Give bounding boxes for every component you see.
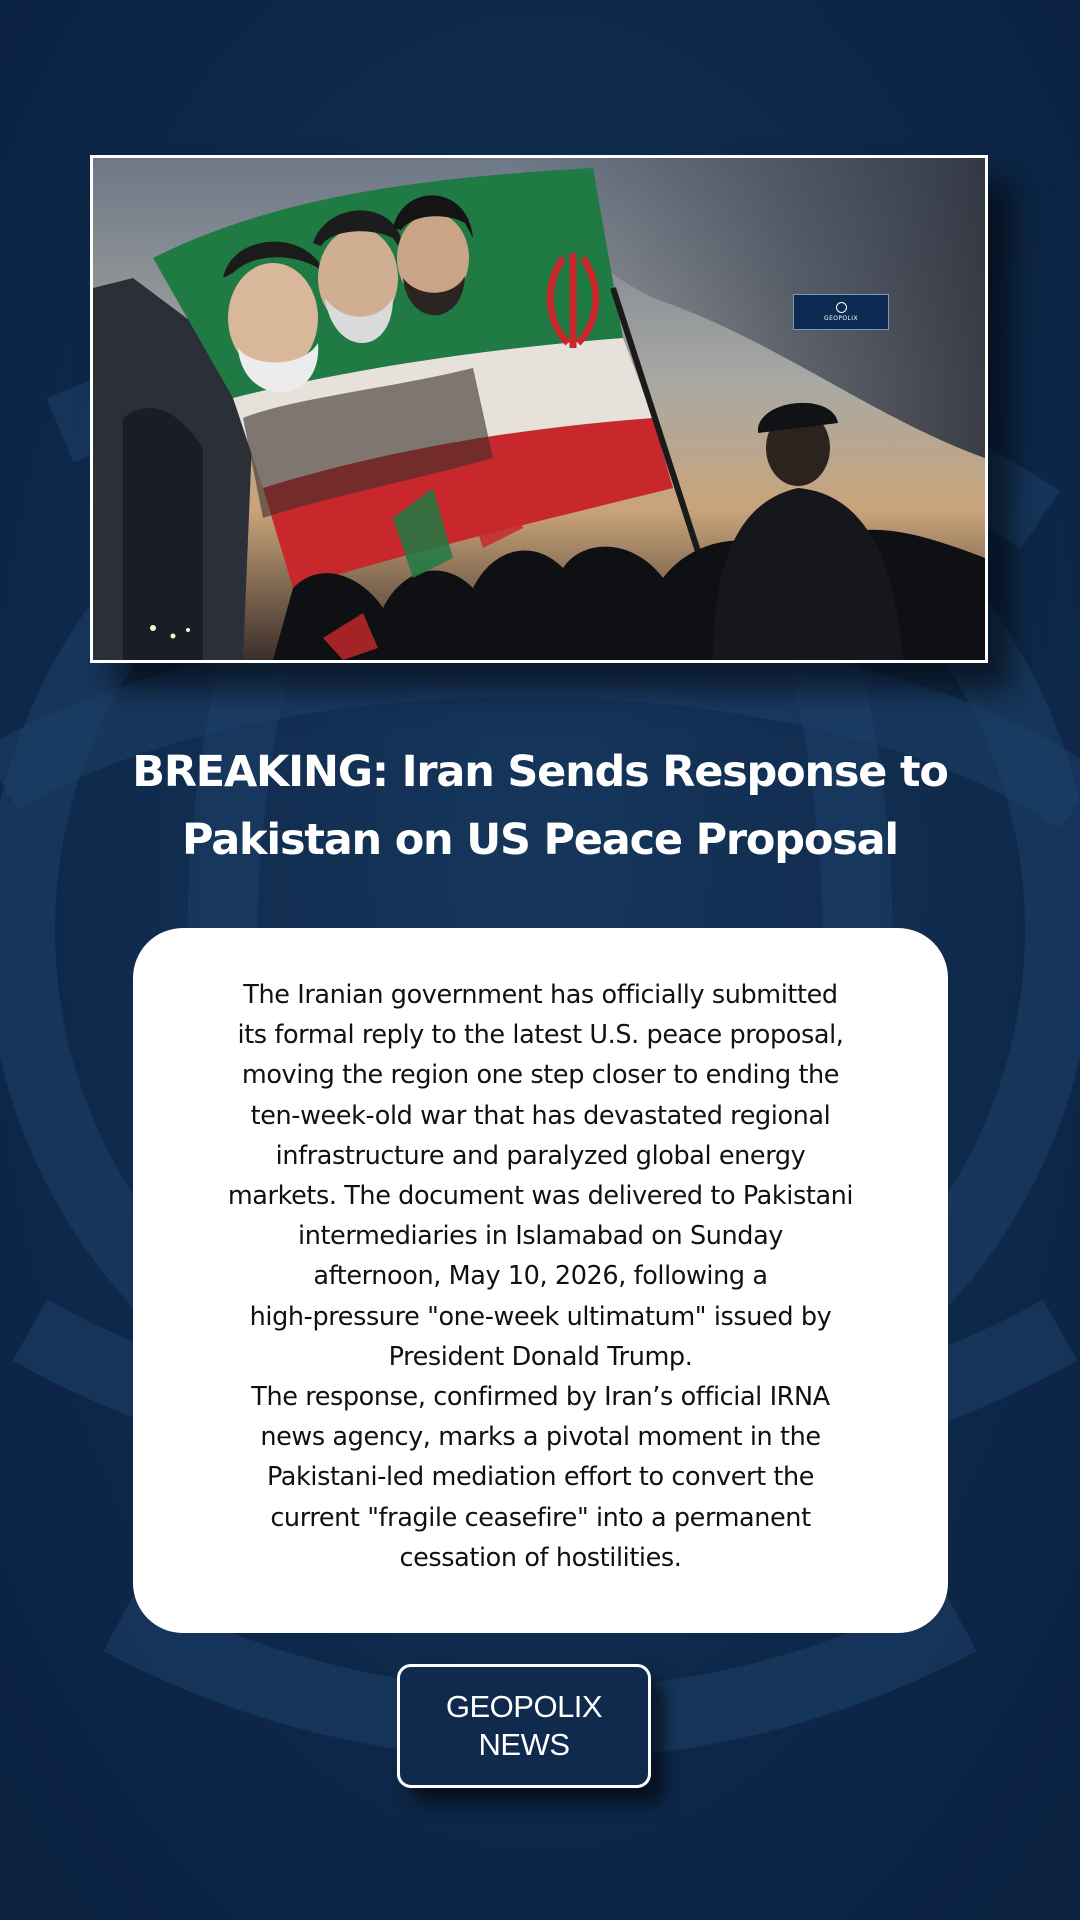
article-line: its formal reply to the latest U.S. peace proposal, (237, 1020, 844, 1051)
article-line: cessation of hostilities. (399, 1542, 682, 1573)
article-line: current "fragile ceasefire" into a permanent (270, 1502, 811, 1533)
article-line: intermediaries in Islamabad on Sunday (298, 1221, 783, 1252)
flag-rally-photo (93, 158, 985, 660)
article-line: afternoon, May 10, 2026, following a (313, 1261, 768, 1292)
logo-line-2: NEWS (478, 1727, 570, 1762)
article-line: news agency, marks a pivotal moment in the (260, 1422, 821, 1453)
logo-line-1: GEOPOLIX (445, 1689, 603, 1724)
article-line: high-pressure "one-week ultimatum" issued by (249, 1301, 832, 1332)
globe-icon (836, 302, 847, 313)
news-photo (90, 155, 988, 663)
headline-line-2: Pakistan on US Peace Proposal (182, 815, 898, 865)
article-line: infrastructure and paralyzed global energy (275, 1140, 806, 1171)
article-line: Pakistani-led mediation effort to convert the (266, 1462, 815, 1493)
article-line: The response, confirmed by Iran’s official IRNA (251, 1382, 830, 1413)
article-line: markets. The document was delivered to Pakistani (227, 1181, 854, 1212)
article-line: President Donald Trump. (388, 1341, 693, 1372)
photo-watermark-badge (793, 294, 889, 330)
article-line: ten-week-old war that has devastated regional (250, 1100, 831, 1131)
article-line: The Iranian government has officially submitted (243, 980, 838, 1010)
headline (60, 738, 1020, 874)
article-line: moving the region one step closer to ending the (241, 1060, 840, 1091)
article-card (133, 928, 948, 1633)
geopolix-news-logo (397, 1664, 651, 1788)
photo-watermark-text: GEOPOLIX (824, 315, 858, 322)
headline-line-1: BREAKING: Iran Sends Response to (132, 747, 948, 797)
